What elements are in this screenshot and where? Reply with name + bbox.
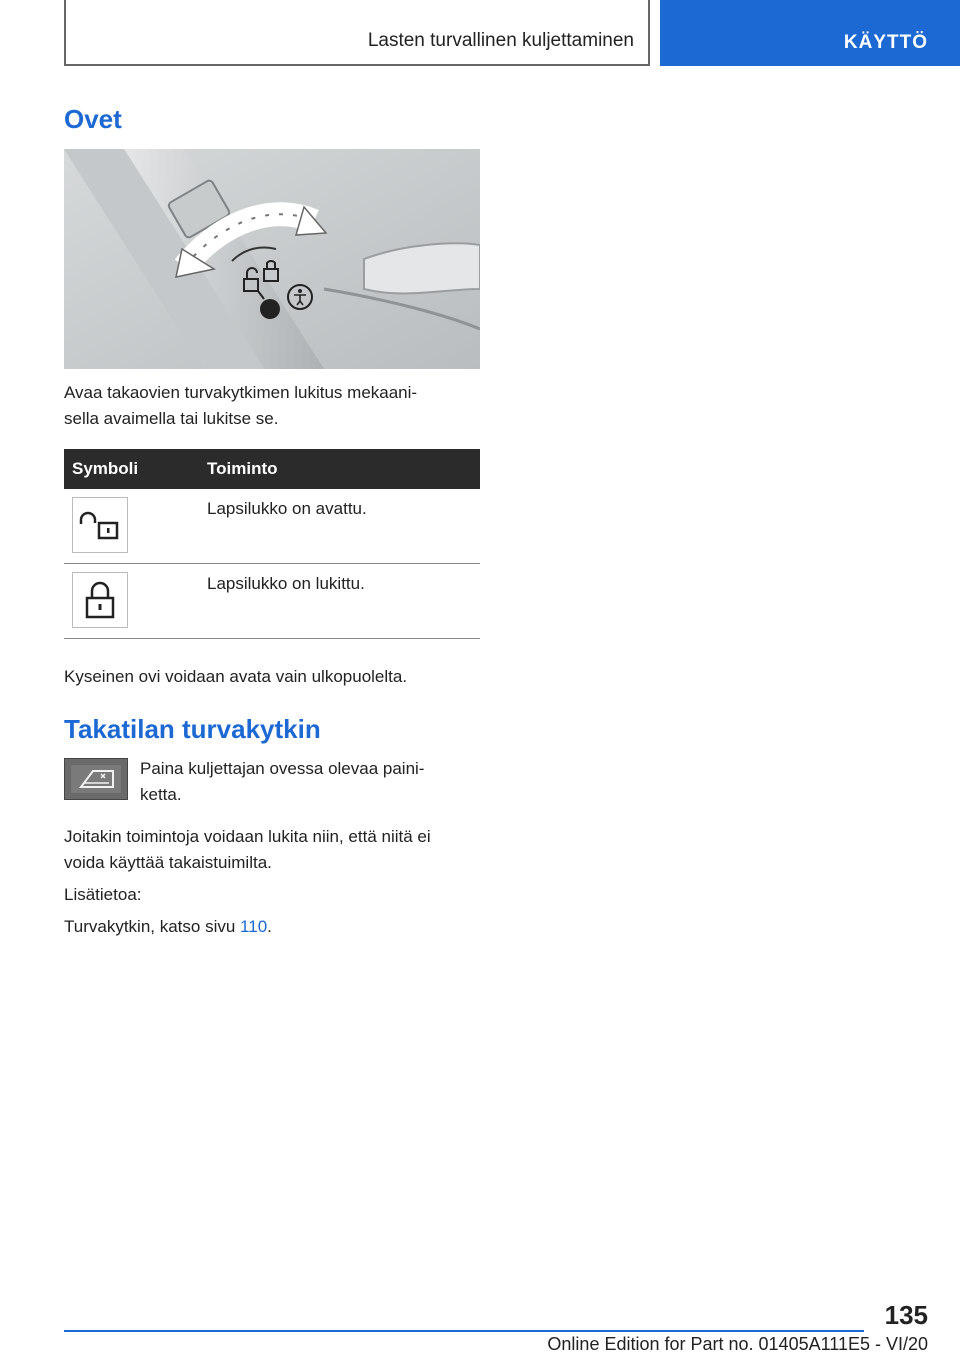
doors-note: Kyseinen ovi voidaan avata vain ulkopuolelta. bbox=[64, 667, 408, 686]
function-column-header: Toiminto bbox=[207, 459, 278, 478]
symbol-table bbox=[64, 449, 480, 639]
section-tab bbox=[660, 0, 960, 66]
edition-text: Online Edition for Part no. 01405A111E5 - VI/20 bbox=[547, 1334, 928, 1354]
footer-divider bbox=[64, 1330, 864, 1332]
switch-body bbox=[64, 824, 484, 876]
more-info-label: Lisätietoa: bbox=[64, 885, 142, 904]
page-number: 135 bbox=[884, 1300, 928, 1330]
switch-button-text bbox=[140, 756, 480, 808]
reference-text: Turvakytkin, katso sivu bbox=[64, 917, 241, 936]
doors-intro-line-1: Avaa takaovien turvakytkimen lukitus mekaani- bbox=[64, 383, 418, 402]
table-row bbox=[64, 564, 480, 639]
switch-body-line-1: Joitakin toimintoja voidaan lukita niin, että niitä ei bbox=[64, 827, 431, 846]
table-row bbox=[64, 489, 480, 564]
locked-padlock-icon bbox=[72, 572, 128, 628]
chapter-header bbox=[64, 0, 650, 66]
locked-description: Lapsilukko on lukittu. bbox=[207, 574, 365, 593]
table-header bbox=[64, 449, 480, 489]
page-link[interactable]: 110 bbox=[240, 917, 268, 936]
child-lock-photo bbox=[64, 149, 480, 369]
doors-heading: Ovet bbox=[64, 104, 122, 134]
door-child-lock-illustration bbox=[64, 149, 480, 369]
switch-heading: Takatilan turvakytkin bbox=[64, 714, 321, 744]
doors-intro-line-2: sella avaimella tai lukitse se. bbox=[64, 409, 279, 428]
switch-button-line-2: ketta. bbox=[140, 785, 182, 804]
doors-intro bbox=[64, 380, 484, 432]
reference-end: . bbox=[267, 917, 272, 936]
switch-body-line-2: voida käyttää takaistuimilta. bbox=[64, 853, 272, 872]
unlocked-description: Lapsilukko on avattu. bbox=[207, 499, 367, 518]
switch-button-line-1: Paina kuljettajan ovessa olevaa paini- bbox=[140, 759, 425, 778]
unlocked-padlock-icon bbox=[72, 497, 128, 553]
chapter-title: Lasten turvallinen kuljettaminen bbox=[367, 30, 634, 51]
cross-reference bbox=[64, 914, 484, 940]
symbol-column-header: Symboli bbox=[72, 459, 139, 478]
window-lock-button-icon bbox=[64, 758, 128, 800]
section-title: KÄYTTÖ bbox=[843, 32, 928, 53]
